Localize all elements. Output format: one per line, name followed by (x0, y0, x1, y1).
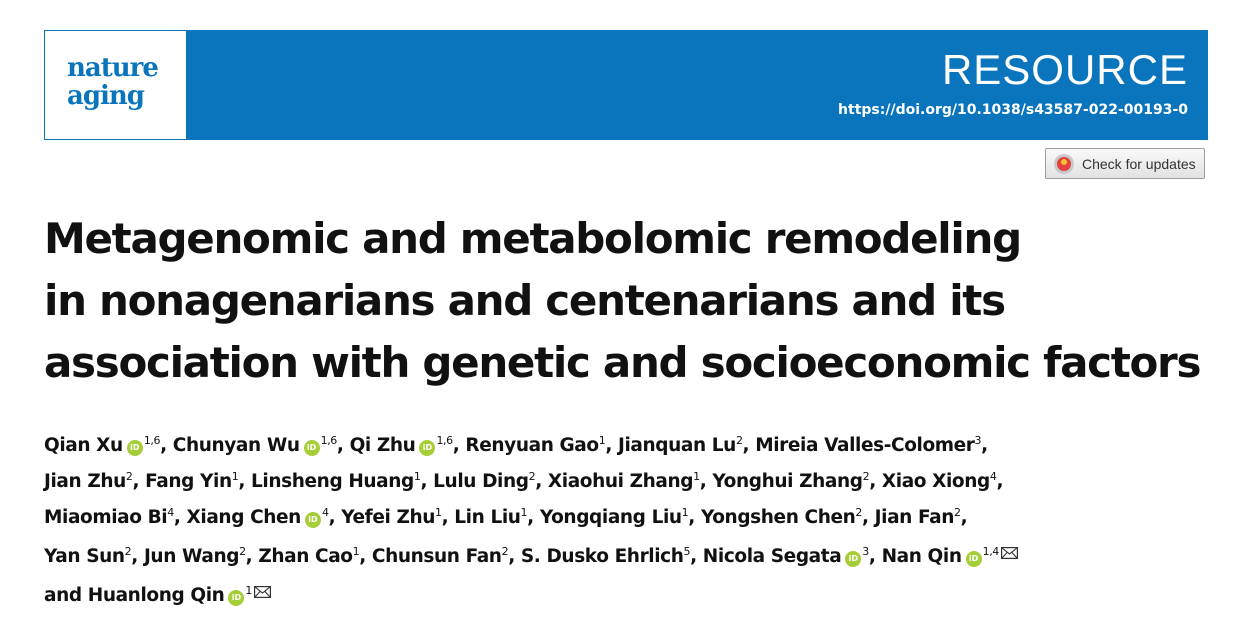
orcid-icon[interactable]: iD (127, 440, 143, 456)
author-name[interactable]: S. Dusko Ehrlich (520, 546, 684, 567)
affiliation-number: 4 (989, 470, 997, 483)
journal-logo[interactable] (44, 30, 187, 140)
affiliation-number: 1 (598, 434, 606, 447)
affiliation-number: 1 (520, 506, 528, 519)
affiliation-number: 2 (501, 545, 509, 558)
doi-link[interactable]: https://doi.org/10.1038/s43587-022-00193-0 (838, 102, 1188, 118)
author-name[interactable]: Lin Liu (454, 507, 521, 528)
author-name[interactable]: Jianquan Lu (617, 435, 736, 456)
affiliation-number: 2 (862, 470, 870, 483)
author-name[interactable]: Jian Fan (874, 507, 954, 528)
author-name[interactable]: Mireia Valles-Colomer (755, 435, 975, 456)
title-line: in nonagenarians and centenarians and its (44, 276, 1005, 325)
author-name[interactable]: Yongshen Chen (700, 507, 856, 528)
author-name[interactable]: Xiao Xiong (881, 471, 990, 492)
author-line: Yan Sun$^2$, Jun Wang$^2$, Zhan Cao$^1$, Chunsun Fan$^2$, S. Dusko Ehrlich$^5$, Nicola Segata $iD^3$, Nan Qin iD$^{1,4}$ (44, 536, 1224, 575)
affiliation-number: 1,6 (436, 434, 453, 447)
affiliation-number: 1 (681, 506, 689, 519)
author-name[interactable]: Chunsun Fan (371, 546, 502, 567)
author-name[interactable]: Miaomiao Bi (44, 507, 168, 528)
orcid-icon[interactable]: iD (304, 440, 320, 456)
affiliation-number: 5 (683, 545, 691, 558)
affiliation-number: 2 (125, 470, 133, 483)
author-name[interactable]: Xiang Chen (186, 507, 301, 528)
article-title (44, 208, 1234, 394)
author-name[interactable]: Lulu Ding (433, 471, 529, 492)
check-for-updates-button[interactable] (1045, 148, 1205, 179)
author-name[interactable]: Yefei Zhu (341, 507, 436, 528)
author-name[interactable]: Linsheng Huang (251, 471, 414, 492)
affiliation-number: 1 (413, 470, 421, 483)
affiliation-number: 2 (239, 545, 246, 558)
author-line: and Huanlong Qin $iD^1$ (44, 575, 1224, 614)
affiliation-number: 1 (693, 470, 700, 483)
author-name[interactable]: Qi Zhu (349, 435, 416, 456)
author-name[interactable]: Yongqiang Liu (539, 507, 682, 528)
logo-line-1: nature (67, 53, 158, 83)
article-type-label: RESOURCE (941, 46, 1188, 93)
author-name[interactable]: Xiaohui Zhang (547, 471, 694, 492)
orcid-icon[interactable]: iD (228, 590, 244, 606)
author-name[interactable]: Yan Sun (44, 546, 125, 567)
check-for-updates-label: Check for updates (1082, 155, 1196, 172)
orcid-icon[interactable]: iD (966, 551, 982, 567)
affiliation-number: 2 (735, 434, 743, 447)
crossmark-icon (1054, 154, 1074, 174)
author-line: Miaomiao Bi$^4$, Xiang Chen $iD^4$, Yefei Zhu$^1$, Lin Liu$^1$, Yongqiang Liu$^1$, Yongshen Chen$^2$, Jian Fan$^2$, (44, 506, 968, 528)
logo-line-2: aging (67, 81, 144, 111)
orcid-icon[interactable]: iD (419, 440, 435, 456)
affiliation-number: 1,6 (320, 434, 337, 447)
title-line: association with genetic and socioeconomic factors (44, 338, 1201, 387)
author-name[interactable]: Huanlong Qin (87, 585, 225, 606)
author-name[interactable]: Yonghui Zhang (712, 471, 863, 492)
author-name[interactable]: Chunyan Wu (172, 435, 300, 456)
affiliation-number: 2 (124, 545, 132, 558)
orcid-icon[interactable]: iD (845, 551, 861, 567)
author-name[interactable]: Qian Xu (44, 435, 123, 456)
author-name[interactable]: Nan Qin (881, 546, 962, 567)
author-name[interactable]: Zhan Cao (258, 546, 353, 567)
affiliation-number: 3 (862, 545, 869, 558)
author-name[interactable]: Nicola Segata (702, 546, 842, 567)
author-name[interactable]: Jian Zhu (44, 471, 126, 492)
affiliation-number: 2 (954, 506, 961, 519)
author-name[interactable]: Renyuan Gao (465, 435, 599, 456)
author-line: Jian Zhu$^2$, Fang Yin$^1$, Linsheng Huang$^1$, Lulu Ding$^2$, Xiaohui Zhang$^1$, Yonghui Zhang$^2$, Xiao Xiong$^4$, (44, 470, 1004, 492)
journal-banner (44, 30, 1208, 140)
affiliation-number: 3 (974, 434, 982, 447)
author-name[interactable]: Jun Wang (143, 546, 240, 567)
affiliation-number: 1,4 (982, 545, 999, 558)
mail-icon[interactable] (1001, 536, 1018, 572)
affiliation-number: 2 (528, 470, 536, 483)
author-name[interactable]: Fang Yin (145, 471, 232, 492)
author-list (44, 428, 1224, 614)
orcid-icon[interactable]: iD (305, 512, 321, 528)
affiliation-number: 1 (435, 506, 442, 519)
mail-icon[interactable] (254, 575, 271, 611)
affiliation-number: 1,6 (143, 434, 161, 447)
journal-logo-text (67, 54, 158, 110)
title-line: Metagenomic and metabolomic remodeling (44, 214, 1021, 263)
affiliation-number: 4 (321, 506, 329, 519)
affiliation-number: 1 (352, 545, 360, 558)
author-line: Qian Xu iD$^{1,6}$, Chunyan Wu iD$^{1,6}$, Qi Zhu iD$^{1,6}$, Renyuan Gao$^1$, Jianquan Lu$^2$, Mireia Valles-Colomer$^3$, (44, 434, 988, 456)
affiliation-number: 1 (245, 584, 253, 597)
affiliation-number: 1 (231, 470, 239, 483)
affiliation-number: 2 (855, 506, 862, 519)
affiliation-number: 4 (167, 506, 174, 519)
